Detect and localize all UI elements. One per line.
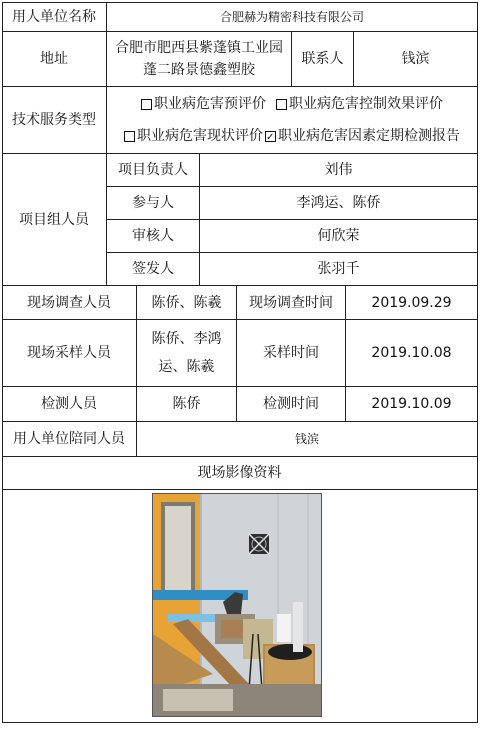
option-periodic-testing[interactable] — [265, 125, 460, 147]
checkbox-icon[interactable] — [141, 99, 152, 110]
option-status-evaluation[interactable] — [124, 125, 263, 147]
team-label: 项目组人员 — [2, 154, 107, 286]
testing-people-label: 检测人员 — [2, 387, 137, 422]
team-name-participants: 李鸿运、陈侨 — [200, 187, 478, 220]
accompany-value: 钱滨 — [137, 422, 478, 457]
team-role-participants: 参与人 — [107, 187, 200, 220]
unit-name-value: 合肥赫为精密科技有限公司 — [107, 2, 478, 32]
survey-time-label: 现场调查时间 — [237, 286, 346, 320]
team-role-reviewer: 审核人 — [107, 220, 200, 253]
survey-people-label: 现场调查人员 — [2, 286, 137, 320]
team-role-lead: 项目负责人 — [107, 154, 200, 187]
service-type-options — [107, 87, 478, 154]
site-photo-image — [153, 494, 322, 717]
option-pre-evaluation[interactable] — [141, 93, 266, 115]
survey-time-value: 2019.09.29 — [346, 286, 478, 320]
option-label: 职业病危害预评价 — [154, 96, 266, 112]
team-name-lead: 刘伟 — [200, 154, 478, 187]
option-control-effect[interactable] — [276, 93, 443, 115]
service-type-label: 技术服务类型 — [2, 87, 107, 154]
accompany-label: 用人单位陪同人员 — [2, 422, 137, 457]
testing-time-label: 检测时间 — [237, 387, 346, 422]
address-label: 地址 — [2, 32, 107, 87]
team-role-issuer: 签发人 — [107, 253, 200, 286]
testing-time-value: 2019.10.09 — [346, 387, 478, 422]
survey-people-value: 陈侨、陈羲 — [137, 286, 237, 320]
option-label: 职业病危害现状评价 — [137, 128, 263, 144]
sampling-people-value: 陈侨、李鸿运、陈羲 — [137, 320, 237, 387]
contact-label: 联系人 — [292, 32, 354, 87]
checkbox-icon[interactable] — [276, 99, 287, 110]
site-photo — [152, 493, 322, 717]
checked-checkbox-icon[interactable] — [265, 131, 276, 142]
option-label: 职业病危害控制效果评价 — [289, 96, 443, 112]
unit-name-label: 用人单位名称 — [2, 2, 107, 32]
team-name-reviewer: 何欣荣 — [200, 220, 478, 253]
service-options-line-2 — [124, 125, 460, 147]
service-options-line-1 — [141, 93, 443, 115]
contact-value: 钱滨 — [354, 32, 478, 87]
checkbox-icon[interactable] — [124, 131, 135, 142]
team-name-issuer: 张羽千 — [200, 253, 478, 286]
testing-people-value: 陈侨 — [137, 387, 237, 422]
sampling-time-value: 2019.10.08 — [346, 320, 478, 387]
photo-section-title: 现场影像资料 — [2, 457, 478, 490]
address-value: 合肥市肥西县紫蓬镇工业园蓬二路景德鑫塑胶 — [107, 32, 292, 87]
option-label: 职业病危害因素定期检测报告 — [278, 128, 460, 144]
sampling-time-label: 采样时间 — [237, 320, 346, 387]
sampling-people-label: 现场采样人员 — [2, 320, 137, 387]
